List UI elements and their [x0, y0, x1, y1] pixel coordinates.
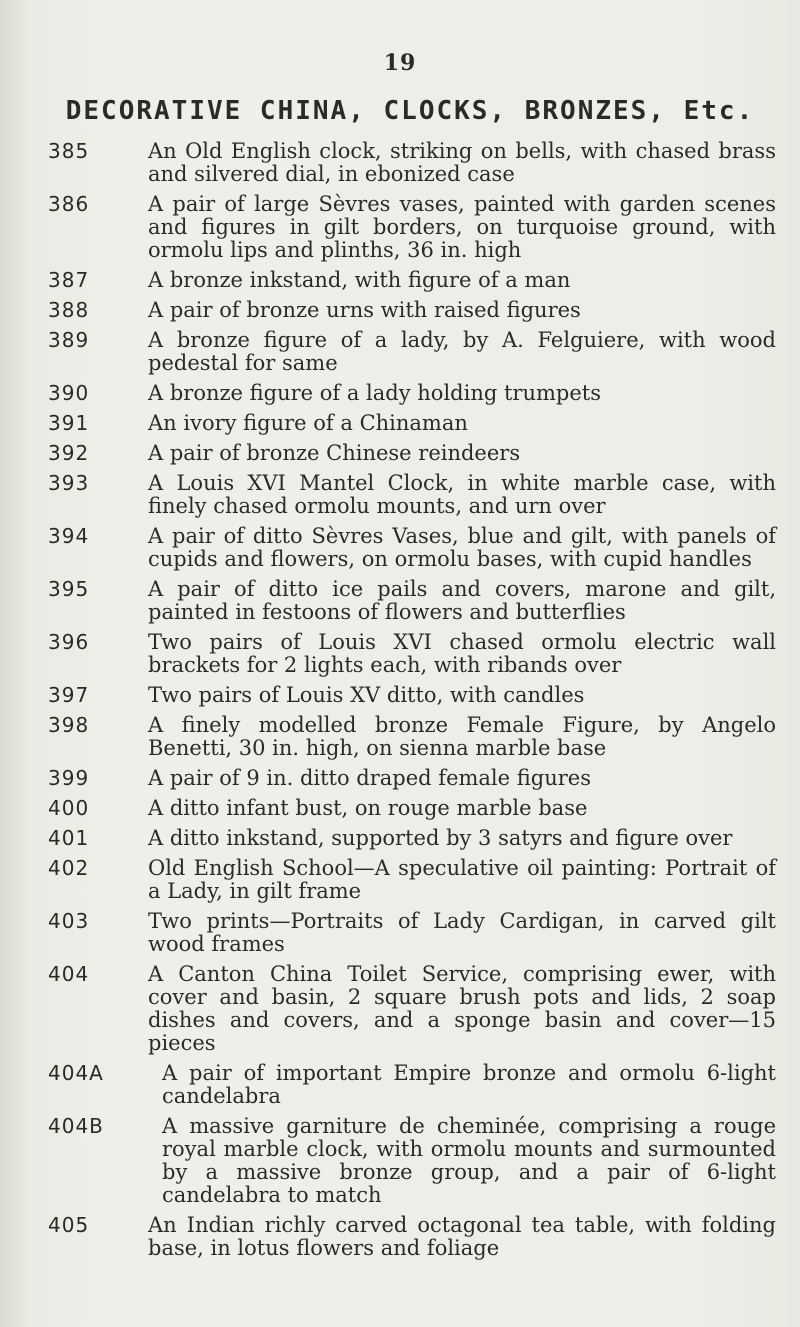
lot-description: An Indian richly carved octagonal tea table, with folding base, in lotus flowers and foliage [148, 1213, 776, 1260]
lot-description: A Louis XVI Mantel Clock, in white marble case, with finely chased ormolu mounts, and urn over [148, 471, 776, 518]
lot-number: 388 [48, 298, 90, 322]
lot-entry [48, 766, 776, 790]
lot-description: A pair of ditto ice pails and covers, marone and gilt, painted in festoons of flowers and butterflies [148, 577, 776, 624]
lot-number: 400 [48, 796, 90, 820]
lot-description: A pair of bronze urns with raised figures [148, 298, 581, 322]
lot-number: 392 [48, 441, 90, 465]
lot-entry [48, 909, 776, 956]
lot-description: Two pairs of Louis XVI chased ormolu electric wall brackets for 2 lights each, with ribands over [148, 630, 776, 677]
lot-entry [48, 139, 776, 186]
lot-entry [48, 796, 776, 820]
page-number: 19 [383, 50, 417, 76]
lot-entry [48, 298, 776, 322]
lot-description: Old English School—A speculative oil painting: Portrait of a Lady, in gilt frame [148, 856, 776, 903]
lot-description: A pair of 9 in. ditto draped female figures [148, 766, 591, 790]
lot-number: 391 [48, 411, 90, 435]
lot-entry [48, 962, 776, 1055]
lot-list [48, 139, 776, 1267]
lot-entry [48, 411, 776, 435]
lot-number: 399 [48, 766, 90, 790]
lot-entry [48, 713, 776, 760]
lot-description: A pair of important Empire bronze and ormolu 6-light candelabra [162, 1061, 776, 1108]
lot-description: A massive garniture de cheminée, comprising a rouge royal marble clock, with ormolu mounts and surmounted by a massive bronze group, and a pair of 6-light candelabra to match [162, 1114, 776, 1207]
lot-number: 395 [48, 577, 90, 601]
lot-entry [48, 1213, 776, 1260]
lot-entry [48, 856, 776, 903]
lot-number: 404 [48, 962, 90, 986]
lot-description: A Canton China Toilet Service, comprising ewer, with cover and basin, 2 square brush pots and lids, 2 soap dishes and covers, and a sponge basin and cover—15 pieces [148, 962, 776, 1055]
lot-number: 390 [48, 381, 90, 405]
lot-number: 387 [48, 268, 90, 292]
lot-entry [48, 192, 776, 262]
lot-entry [48, 683, 776, 707]
lot-description: Two pairs of Louis XV ditto, with candles [148, 683, 585, 707]
lot-number: 405 [48, 1213, 90, 1237]
lot-description: A pair of ditto Sèvres Vases, blue and gilt, with panels of cupids and flowers, on ormolu bases, with cupid handles [148, 524, 776, 571]
lot-entry [48, 1061, 776, 1108]
lot-number: 389 [48, 328, 90, 352]
lot-number: 397 [48, 683, 90, 707]
lot-description: A pair of bronze Chinese reindeers [148, 441, 521, 465]
lot-number: 398 [48, 713, 90, 737]
lot-number: 396 [48, 630, 90, 654]
lot-number: 385 [48, 139, 90, 163]
lot-entry [48, 524, 776, 571]
lot-description: A ditto inkstand, supported by 3 satyrs and figure over [148, 826, 733, 850]
lot-entry [48, 441, 776, 465]
lot-entry [48, 577, 776, 624]
lot-number: 403 [48, 909, 90, 933]
lot-number: 394 [48, 524, 90, 548]
lot-description: A pair of large Sèvres vases, painted with garden scenes and figures in gilt borders, on turquoise ground, with ormolu lips and plinths, 36 in. high [148, 192, 776, 262]
lot-entry [48, 471, 776, 518]
lot-entry [48, 826, 776, 850]
lot-number: 386 [48, 192, 90, 216]
lot-number: 401 [48, 826, 90, 850]
lot-description: An Old English clock, striking on bells, with chased brass and silvered dial, in ebonized case [148, 139, 776, 186]
lot-number: 393 [48, 471, 90, 495]
lot-entry [48, 630, 776, 677]
section-heading: DECORATIVE CHINA, CLOCKS, BRONZES, Etc. [65, 96, 755, 126]
lot-number: 402 [48, 856, 90, 880]
lot-description: A bronze figure of a lady holding trumpets [148, 381, 601, 405]
lot-entry [48, 1114, 776, 1207]
lot-description: A bronze inkstand, with figure of a man [148, 268, 571, 292]
lot-number: 404B [48, 1114, 104, 1138]
lot-description: An ivory figure of a Chinaman [148, 411, 468, 435]
lot-description: A bronze figure of a lady, by A. Felguiere, with wood pedestal for same [148, 328, 776, 375]
lot-entry [48, 268, 776, 292]
lot-description: A ditto infant bust, on rouge marble base [148, 796, 588, 820]
lot-entry [48, 328, 776, 375]
lot-number: 404A [48, 1061, 104, 1085]
lot-description: Two prints—Portraits of Lady Cardigan, in carved gilt wood frames [148, 909, 776, 956]
lot-description: A finely modelled bronze Female Figure, by Angelo Benetti, 30 in. high, on sienna marble base [148, 713, 776, 760]
lot-entry [48, 381, 776, 405]
